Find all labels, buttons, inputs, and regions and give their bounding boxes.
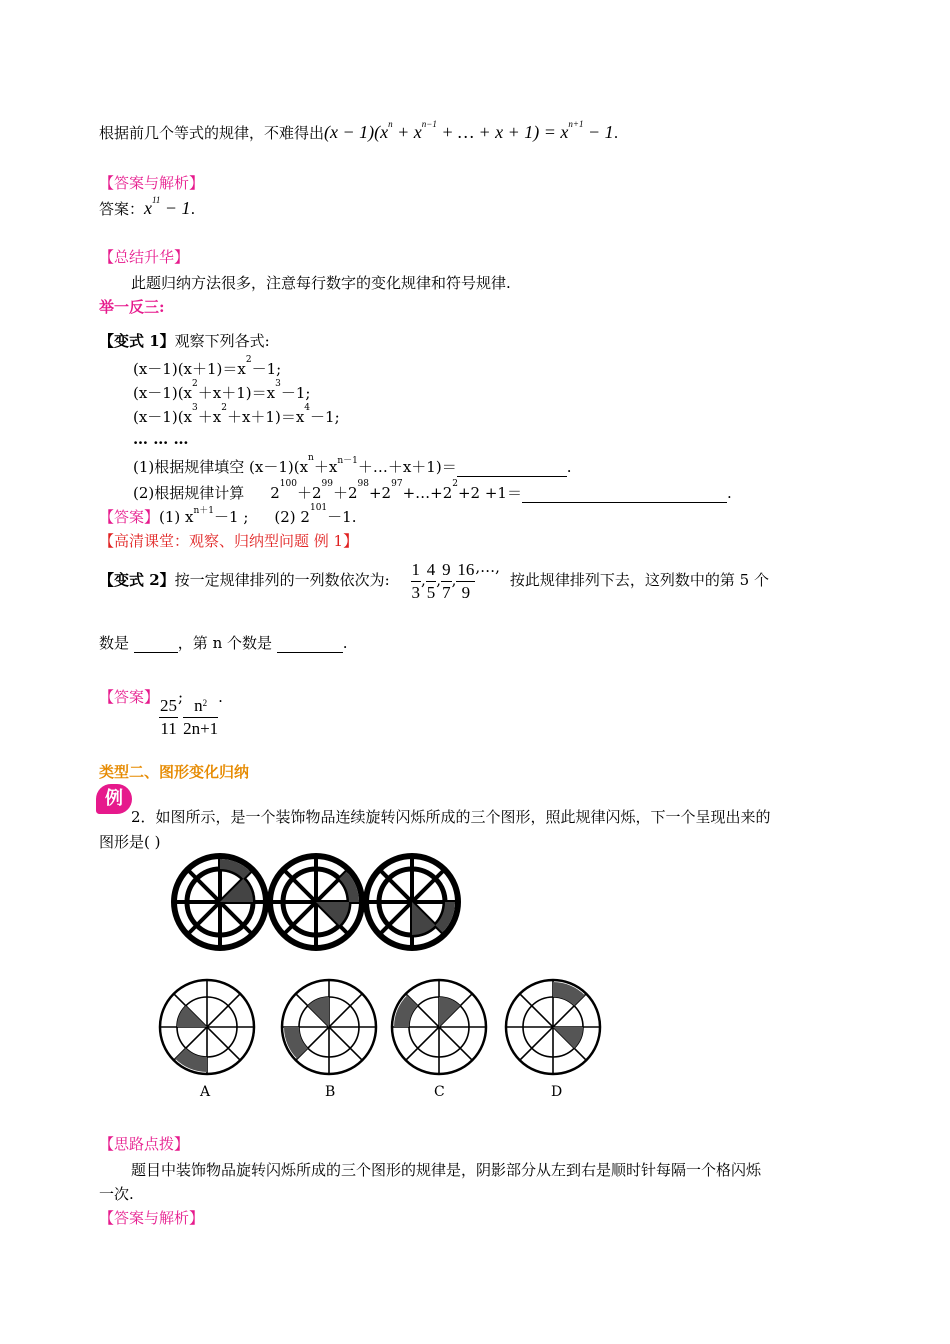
v2-answer: 【答案】 $\frac{25}{11}$ ; $\frac{n^2}{2n+1}$ . <box>99 688 223 738</box>
v1-dots: … … … <box>133 430 189 448</box>
v1-course-link[interactable]: 【高清课堂：观察、归纳型问题 例 1】 <box>99 532 359 550</box>
example-badge: 例 <box>96 784 132 814</box>
v2-blank-nth[interactable] <box>277 634 343 653</box>
wheel-2 <box>270 856 362 948</box>
v2-label: 【变式 2】 <box>99 571 175 589</box>
v2-fraction: $\frac{16}{9}$ <box>457 559 475 602</box>
v2-answer-fraction-2: $\frac{n^2}{2n+1}$ <box>183 696 219 738</box>
v2-fraction: $\frac{1}{3}$ <box>411 559 421 602</box>
v2-line-1: 【变式 2】按一定规律排列的一列数依次为: $\frac{1}{3}$ , $\frac{4}{5}$ , $\frac{9}{7}$ , $\frac{16}{9}$ ,…,按此规律排列下去，这列数中的第 5 个 <box>99 558 769 602</box>
v2-fraction: $\frac{9}{7}$ <box>442 559 451 602</box>
summary-header: 【总结升华】 <box>99 248 190 266</box>
v2-ellipsis: ,…, <box>475 558 500 576</box>
v2-text-2: 按此规律排列下去，这列数中的第 5 个 <box>509 571 769 589</box>
intro-end: . <box>613 124 619 142</box>
option-d-wheel[interactable] <box>506 980 600 1074</box>
sequence-wheels <box>170 852 470 952</box>
intro-text: 根据前几个等式的规律，不难得出 <box>99 124 325 142</box>
intro-formula: $(x - 1)(x^n + x^{n-1}$ + … + $x + 1) = x^{n+1} - 1$ <box>324 119 614 142</box>
answer-formula: $x^{11} - 1$ <box>144 195 191 218</box>
summary-text: 此题归纳方法很多，注意每行数字的变化规律和符号规律. <box>131 274 511 292</box>
v1-text: 观察下列各式: <box>174 332 270 350</box>
hint-text-1: 题目中装饰物品旋转闪烁所成的三个图形的规律是，阴影部分从左到右是顺时针每隔一个格闪烁 <box>131 1161 762 1179</box>
option-c-label[interactable]: C <box>434 1084 445 1100</box>
hint-header: 【思路点拨】 <box>99 1135 190 1153</box>
option-b-wheel[interactable] <box>282 980 376 1074</box>
v1-line-1: $(x-1)(x+1)=x^2-1$; <box>133 355 282 378</box>
practice-header: 举一反三: <box>99 298 165 316</box>
example-text-1: 2．如图所示，是一个装饰物品连续旋转闪烁所成的三个图形，照此规律闪烁，下一个呈现出来的 <box>131 808 771 826</box>
option-a-label[interactable]: A <box>200 1084 211 1100</box>
v2-fraction: $\frac{4}{5}$ <box>426 559 436 602</box>
v1-title <box>99 330 270 351</box>
intro-line <box>99 119 619 143</box>
answer-options <box>150 975 620 1080</box>
wheel-1 <box>174 856 266 948</box>
v2-text: 按一定规律排列的一列数依次为: <box>174 571 390 589</box>
v2-answer-label: 【答案】 <box>99 688 160 706</box>
answer-header-2: 【答案与解析】 <box>99 1209 205 1227</box>
option-b-label[interactable]: B <box>325 1084 336 1100</box>
v2-blank-5th[interactable] <box>134 634 178 653</box>
v2-answer-fraction-1: $\frac{25}{11}$ <box>160 696 178 738</box>
v1-line-3: $(x-1)(x^3+x^2+x+1)=x^4-1$; <box>133 403 340 426</box>
v1-answer-label: 【答案】 <box>99 508 160 526</box>
v1-line-2: $(x-1)(x^2+x+1)=x^3-1$; <box>133 379 311 402</box>
example-text-2: 图形是( ) <box>99 833 161 851</box>
v1-answer: 【答案】(1) $x^{n+1}-1$ ; (2) $2^{101}-1$. <box>99 503 357 526</box>
v1-question-2: (2)根据规律计算 $2^{100}+2^{99}+2^{98}+2^{97}+\dots+2^2+2 +1=$ . <box>133 479 732 502</box>
v1-q1-blank[interactable] <box>457 458 567 477</box>
wheel-3 <box>366 856 458 948</box>
v2-line-2: 数是 ，第 n 个数是 . <box>99 634 348 652</box>
option-a-wheel[interactable] <box>160 980 254 1074</box>
answer-line: 答案：$x^{11} - 1$. <box>99 195 196 218</box>
type2-header: 类型二、图形变化归纳 <box>99 763 250 781</box>
v1-label: 【变式 1】 <box>99 332 175 350</box>
v1-question-1: (1)根据规律填空 $(x-1)(x^n+x^{n-1}+\dots+x+1)=$ . <box>133 453 572 476</box>
hint-text-2: 一次. <box>99 1185 134 1203</box>
answer-label: 答案： <box>99 200 145 218</box>
option-d-label[interactable]: D <box>551 1084 563 1100</box>
answer-header: 【答案与解析】 <box>99 174 205 192</box>
option-c-wheel[interactable] <box>392 980 486 1074</box>
v1-q2-blank[interactable] <box>522 484 727 503</box>
